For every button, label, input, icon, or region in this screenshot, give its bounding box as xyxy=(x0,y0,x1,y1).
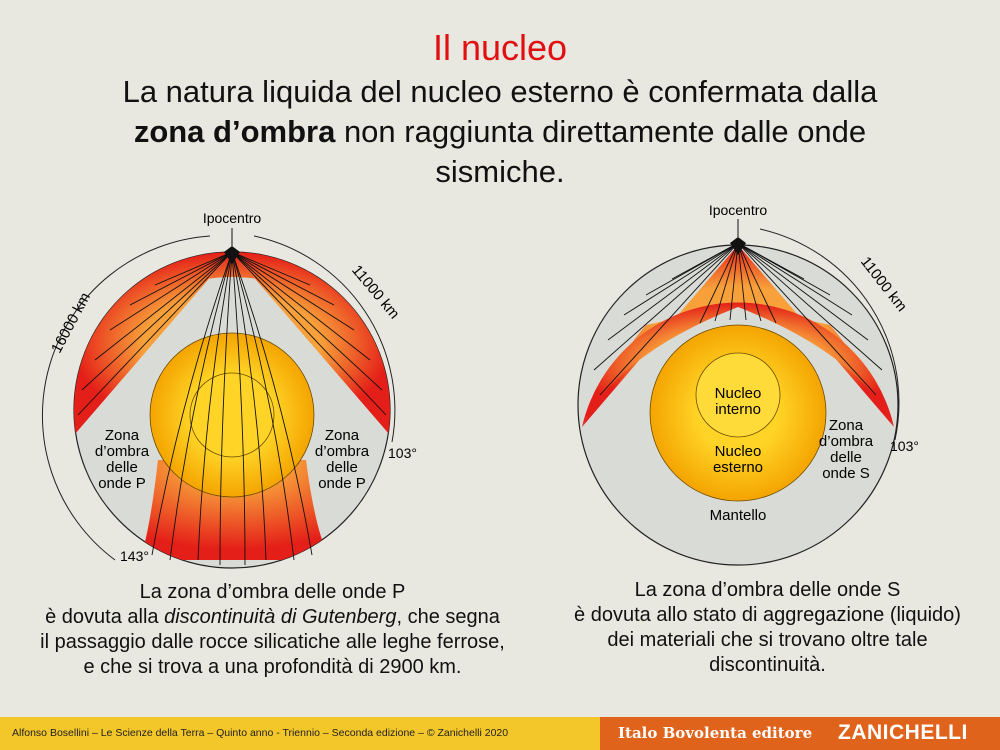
shadow-s-line1: Zona xyxy=(828,417,864,434)
shadow-right-line4: onde P xyxy=(318,475,366,492)
shadow-left-line1: Zona xyxy=(104,427,140,444)
caption-right-line4: discontinuità. xyxy=(709,654,826,676)
caption-left-line3: il passaggio dalle rocce silicatiche alle leghe ferrose, xyxy=(40,631,505,653)
angle-143-label: 143° xyxy=(120,548,149,564)
footer-brand xyxy=(600,717,1000,750)
subtitle-text-1: La natura liquida del nucleo esterno è confermata dalla xyxy=(122,74,878,109)
shadow-right-line1: Zona xyxy=(324,427,360,444)
caption-p-waves xyxy=(10,580,535,680)
inner-core-line1: Nucleo xyxy=(714,385,762,402)
slide-subtitle xyxy=(100,72,900,192)
shadow-left-line4: onde P xyxy=(98,475,146,492)
caption-left-line2-italic: discontinuità di Gutenberg xyxy=(164,606,397,628)
mantle-label: Mantello xyxy=(709,507,767,524)
p-wave-shadow-diagram xyxy=(40,200,440,580)
subtitle-bold: zona d’ombra xyxy=(133,114,336,149)
caption-left-line2-a: è dovuta alla xyxy=(45,606,165,628)
angle-103-label: 103° xyxy=(388,445,417,461)
shadow-left-line2: d’ombra xyxy=(94,443,150,460)
caption-left-line4: e che si trova a una profondità di 2900 km. xyxy=(83,656,462,678)
hypocenter-label: Ipocentro xyxy=(202,210,262,226)
caption-s-waves xyxy=(540,578,995,678)
arc-left-label: 16000 km xyxy=(48,289,94,356)
editor-logo: Italo Bovolenta editore xyxy=(618,724,813,742)
outer-core-line1: Nucleo xyxy=(714,443,762,460)
shadow-right-line2: d’ombra xyxy=(314,443,370,460)
shadow-right-line3: delle xyxy=(326,459,358,476)
caption-right-line3: dei materiali che si trovano oltre tale xyxy=(607,629,928,651)
subtitle-text-2: non raggiunta direttamente dalle onde sismiche. xyxy=(335,114,867,189)
shadow-s-line2: d’ombra xyxy=(818,433,874,450)
inner-core-line2: interno xyxy=(715,401,761,418)
caption-right-line2: è dovuta allo stato di aggregazione (liquido) xyxy=(574,604,961,626)
arc-right-label-s: 11000 km xyxy=(856,253,911,315)
caption-left-line1: La zona d’ombra delle onde P xyxy=(139,581,406,603)
footer-credit: Alfonso Bosellini – Le Scienze della Terra – Quinto anno - Triennio – Seconda edizione – © Zanichelli 2020 xyxy=(12,727,509,739)
shadow-s-line3: delle xyxy=(830,449,862,466)
arc-right-label: 11000 km xyxy=(348,261,403,323)
outer-core-line2: esterno xyxy=(712,459,764,476)
caption-left-line2-b: , che segna xyxy=(396,606,500,628)
footer-bar xyxy=(0,717,1000,750)
angle-103-label-right: 103° xyxy=(890,438,919,454)
shadow-left-line3: delle xyxy=(106,459,138,476)
s-wave-shadow-diagram xyxy=(560,195,980,575)
publisher-logo: ZANICHELLI xyxy=(838,721,968,744)
caption-right-line1: La zona d’ombra delle onde S xyxy=(634,579,901,601)
caption-left-line2 xyxy=(10,605,535,630)
outer-core xyxy=(150,333,314,497)
slide-title: Il nucleo xyxy=(432,27,568,68)
shadow-s-line4: onde S xyxy=(822,465,870,482)
hypocenter-label-right: Ipocentro xyxy=(708,202,768,218)
